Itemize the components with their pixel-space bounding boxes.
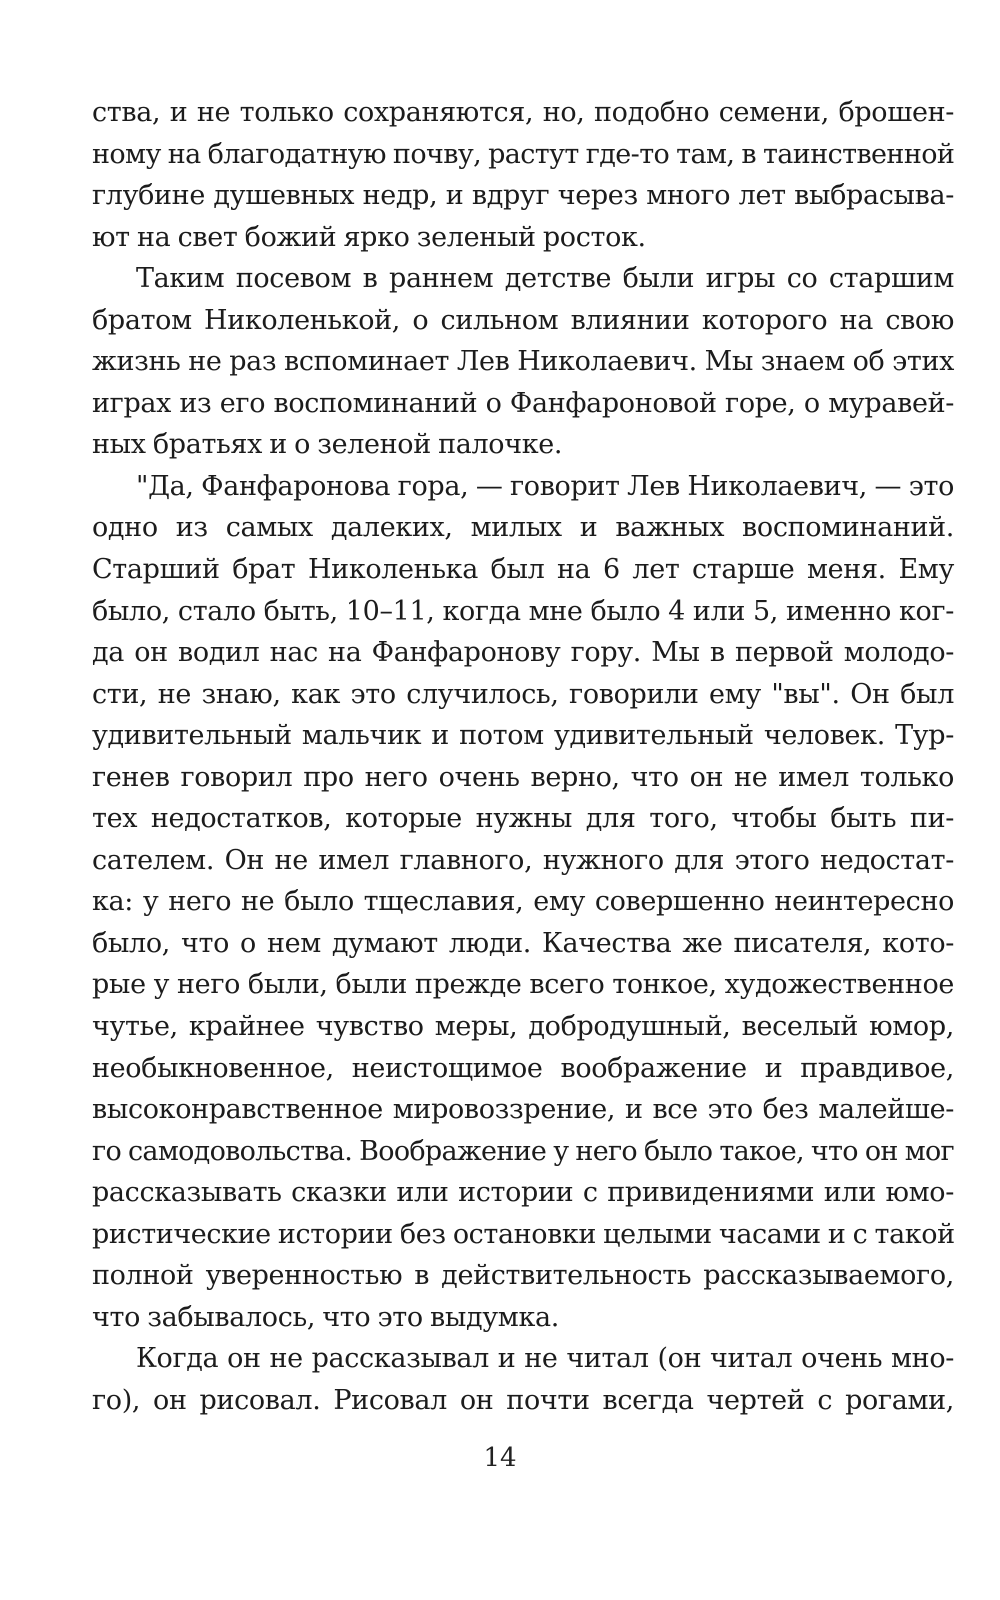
text-line: играх из его воспоминаний о Фанфароновой горе, о муравей-	[92, 387, 954, 419]
text-line: одно из самых далеких, милых и важных воспоминаний.	[92, 512, 954, 544]
text-line: ка: у него не было тщеславия, ему совершенно неинтересно	[92, 886, 954, 918]
text-line: ристические истории без остановки целыми часами и с такой	[92, 1218, 955, 1250]
text-line: го), он рисовал. Рисовал он почти всегда чертей с рогами,	[92, 1384, 954, 1416]
text-line: жизнь не раз вспоминает Лев Николаевич. Мы знаем об этих	[92, 346, 954, 378]
text-line: рассказывать сказки или истории с привидениями или юмо-	[92, 1177, 954, 1209]
text-line: го самодовольства. Воображение у него было такое, что он мог	[92, 1135, 954, 1167]
text-line: сти, не знаю, как это случилось, говорили ему "вы". Он был	[92, 678, 954, 710]
text-line: высоконравственное мировоззрение, и все это без малейше-	[92, 1094, 954, 1126]
text-line: глубине душевных недр, и вдруг через много лет выбрасыва-	[92, 180, 954, 212]
text-line: тех недостатков, которые нужны для того, чтобы быть пи-	[92, 803, 954, 835]
text-line: ства, и не только сохраняются, но, подобно семени, брошен-	[92, 97, 954, 128]
paragraph-4	[92, 1338, 954, 1421]
text-line: было, что о нем думают люди. Качества же писателя, кото-	[92, 927, 954, 959]
text-line: ных братьях и о зеленой палочке.	[92, 429, 563, 461]
paragraph-2	[92, 258, 954, 466]
text-line: генев говорил про него очень верно, что он не имел только	[92, 761, 954, 793]
text-line: ному на благодатную почву, растут где-то там, в таинственной	[92, 138, 955, 170]
text-line: рые у него были, были прежде всего тонкое, художественное	[92, 969, 954, 1001]
page-number: 14	[483, 1443, 517, 1473]
text-line: Старший брат Николенька был на 6 лет старше меня. Ему	[92, 554, 954, 586]
text-line: Таким посевом в раннем детстве были игры со старшим	[136, 263, 954, 295]
text-line: сателем. Он не имел главного, нужного для этого недостат-	[92, 844, 954, 876]
text-line: ют на свет божий ярко зеленый росток.	[92, 221, 646, 253]
text-line: удивительный мальчик и потом удивительный человек. Тур-	[92, 720, 954, 752]
paragraph-3	[92, 466, 954, 1338]
text-line: "Да, Фанфаронова гора, — говорит Лев Николаевич, — это	[136, 470, 954, 502]
text-line: братом Николенькой, о сильном влиянии которого на свою	[92, 304, 954, 336]
text-line: да он водил нас на Фанфаронову гору. Мы в первой молодо-	[92, 637, 954, 669]
text-line: что забывалось, что это выдумка.	[92, 1301, 559, 1333]
text-line: полной уверенностью в действительность рассказываемого,	[92, 1260, 954, 1292]
text-line: Когда он не рассказывал и не читал (он читал очень мно-	[136, 1343, 954, 1375]
text-line: было, стало быть, 10–11, когда мне было 4 или 5, именно ког-	[92, 595, 954, 627]
paragraph-1	[92, 92, 954, 258]
text-line: необыкновенное, неистощимое воображение и правдивое,	[92, 1052, 954, 1084]
page-body-text	[92, 92, 954, 1422]
text-line: чутье, крайнее чувство меры, добродушный, веселый юмор,	[92, 1011, 954, 1043]
